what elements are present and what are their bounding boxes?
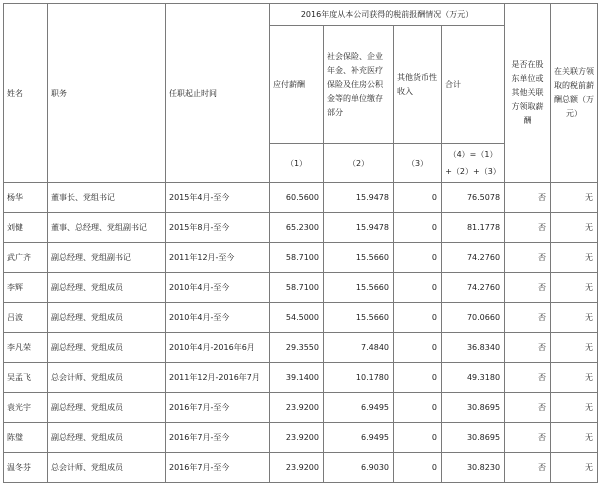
- cell-shareholder: 否: [505, 393, 551, 423]
- cell-tenure: 2011年12月-2016年7月: [166, 363, 270, 393]
- cell-position: 副总经理、党组成员: [48, 273, 166, 303]
- cell-total: 49.3180: [442, 363, 505, 393]
- header-index-4-line2: +（2）+（3）: [445, 167, 501, 176]
- cell-tenure: 2011年12月-至今: [166, 243, 270, 273]
- cell-other-income: 0: [394, 363, 442, 393]
- cell-insurance: 6.9030: [324, 453, 394, 483]
- cell-total: 70.0660: [442, 303, 505, 333]
- cell-insurance: 6.9495: [324, 423, 394, 453]
- cell-position: 董事、总经理、党组副书记: [48, 213, 166, 243]
- table-row: [4, 453, 598, 483]
- cell-shareholder: 否: [505, 243, 551, 273]
- cell-position: 副总经理、党组成员: [48, 423, 166, 453]
- cell-shareholder: 否: [505, 423, 551, 453]
- cell-name: 陈璧: [4, 423, 48, 453]
- cell-name: 杨华: [4, 183, 48, 213]
- cell-insurance: 6.9495: [324, 393, 394, 423]
- header-index-2: （2）: [324, 144, 394, 183]
- cell-related-total: 无: [551, 363, 598, 393]
- cell-total: 30.8695: [442, 423, 505, 453]
- cell-insurance: 15.9478: [324, 213, 394, 243]
- cell-tenure: 2015年8月-至今: [166, 213, 270, 243]
- table-row: [4, 423, 598, 453]
- header-shareholder: 是否在股东单位或其他关联方领取薪酬: [505, 4, 551, 183]
- header-tenure: 任职起止时间: [166, 4, 270, 183]
- cell-other-income: 0: [394, 183, 442, 213]
- cell-payable: 65.2300: [270, 213, 324, 243]
- cell-name: 武广齐: [4, 243, 48, 273]
- cell-shareholder: 否: [505, 273, 551, 303]
- header-compensation-group: 2016年度从本公司获得的税前报酬情况（万元）: [270, 4, 505, 26]
- cell-other-income: 0: [394, 303, 442, 333]
- cell-name: 李辉: [4, 273, 48, 303]
- cell-payable: 29.3550: [270, 333, 324, 363]
- cell-insurance: 15.9478: [324, 183, 394, 213]
- table-row: [4, 363, 598, 393]
- cell-shareholder: 否: [505, 213, 551, 243]
- cell-position: 总会计师、党组成员: [48, 363, 166, 393]
- header-index-3: （3）: [394, 144, 442, 183]
- cell-related-total: 无: [551, 303, 598, 333]
- cell-related-total: 无: [551, 333, 598, 363]
- cell-total: 74.2760: [442, 243, 505, 273]
- cell-position: 副总经理、党组成员: [48, 393, 166, 423]
- compensation-table: [3, 3, 598, 483]
- cell-total: 30.8230: [442, 453, 505, 483]
- compensation-table-container: [3, 3, 598, 483]
- table-row: [4, 213, 598, 243]
- cell-tenure: 2016年7月-至今: [166, 453, 270, 483]
- header-payable: 应付薪酬: [270, 26, 324, 144]
- cell-related-total: 无: [551, 393, 598, 423]
- cell-related-total: 无: [551, 273, 598, 303]
- header-other-income: 其他货币性收入: [394, 26, 442, 144]
- table-row: [4, 393, 598, 423]
- cell-insurance: 15.5660: [324, 243, 394, 273]
- cell-tenure: 2010年4月-至今: [166, 303, 270, 333]
- cell-tenure: 2015年4月-至今: [166, 183, 270, 213]
- cell-tenure: 2010年4月-至今: [166, 273, 270, 303]
- cell-total: 81.1778: [442, 213, 505, 243]
- cell-insurance: 15.5660: [324, 273, 394, 303]
- header-index-1: （1）: [270, 144, 324, 183]
- cell-payable: 54.5000: [270, 303, 324, 333]
- header-index-4-line1: （4）=（1）: [448, 150, 498, 159]
- cell-payable: 23.9200: [270, 423, 324, 453]
- cell-position: 董事长、党组书记: [48, 183, 166, 213]
- cell-other-income: 0: [394, 273, 442, 303]
- cell-shareholder: 否: [505, 363, 551, 393]
- cell-shareholder: 否: [505, 183, 551, 213]
- cell-name: 吴孟飞: [4, 363, 48, 393]
- cell-payable: 23.9200: [270, 453, 324, 483]
- cell-position: 副总经理、党组成员: [48, 333, 166, 363]
- cell-other-income: 0: [394, 453, 442, 483]
- header-insurance: 社会保险、企业年金、补充医疗保险及住房公积金等的单位缴存部分: [324, 26, 394, 144]
- cell-total: 36.8340: [442, 333, 505, 363]
- cell-position: 副总经理、党组副书记: [48, 243, 166, 273]
- header-name: 姓名: [4, 4, 48, 183]
- cell-related-total: 无: [551, 453, 598, 483]
- cell-payable: 60.5600: [270, 183, 324, 213]
- cell-insurance: 15.5660: [324, 303, 394, 333]
- cell-related-total: 无: [551, 213, 598, 243]
- cell-name: 李凡荣: [4, 333, 48, 363]
- cell-related-total: 无: [551, 183, 598, 213]
- cell-name: 刘健: [4, 213, 48, 243]
- cell-shareholder: 否: [505, 333, 551, 363]
- cell-total: 30.8695: [442, 393, 505, 423]
- cell-payable: 58.7100: [270, 243, 324, 273]
- cell-total: 76.5078: [442, 183, 505, 213]
- header-total: 合计: [442, 26, 505, 144]
- cell-tenure: 2016年7月-至今: [166, 393, 270, 423]
- cell-total: 74.2760: [442, 273, 505, 303]
- table-row: [4, 243, 598, 273]
- cell-other-income: 0: [394, 393, 442, 423]
- cell-shareholder: 否: [505, 453, 551, 483]
- cell-payable: 58.7100: [270, 273, 324, 303]
- cell-tenure: 2016年7月-至今: [166, 423, 270, 453]
- table-row: [4, 273, 598, 303]
- header-related-total: 在关联方领取的税前薪酬总额（万元）: [551, 4, 598, 183]
- table-row: [4, 333, 598, 363]
- cell-shareholder: 否: [505, 303, 551, 333]
- cell-name: 袁光宇: [4, 393, 48, 423]
- cell-payable: 39.1400: [270, 363, 324, 393]
- header-index-4: [442, 144, 505, 183]
- cell-position: 副总经理、党组成员: [48, 303, 166, 333]
- table-header: [4, 4, 598, 183]
- table-row: [4, 303, 598, 333]
- header-position: 职务: [48, 4, 166, 183]
- cell-insurance: 10.1780: [324, 363, 394, 393]
- cell-insurance: 7.4840: [324, 333, 394, 363]
- table-body: [4, 183, 598, 483]
- cell-other-income: 0: [394, 243, 442, 273]
- cell-payable: 23.9200: [270, 393, 324, 423]
- cell-other-income: 0: [394, 423, 442, 453]
- cell-related-total: 无: [551, 243, 598, 273]
- cell-other-income: 0: [394, 213, 442, 243]
- cell-other-income: 0: [394, 333, 442, 363]
- cell-position: 总会计师、党组成员: [48, 453, 166, 483]
- table-row: [4, 183, 598, 213]
- cell-name: 温冬芬: [4, 453, 48, 483]
- cell-related-total: 无: [551, 423, 598, 453]
- cell-tenure: 2010年4月-2016年6月: [166, 333, 270, 363]
- cell-name: 吕波: [4, 303, 48, 333]
